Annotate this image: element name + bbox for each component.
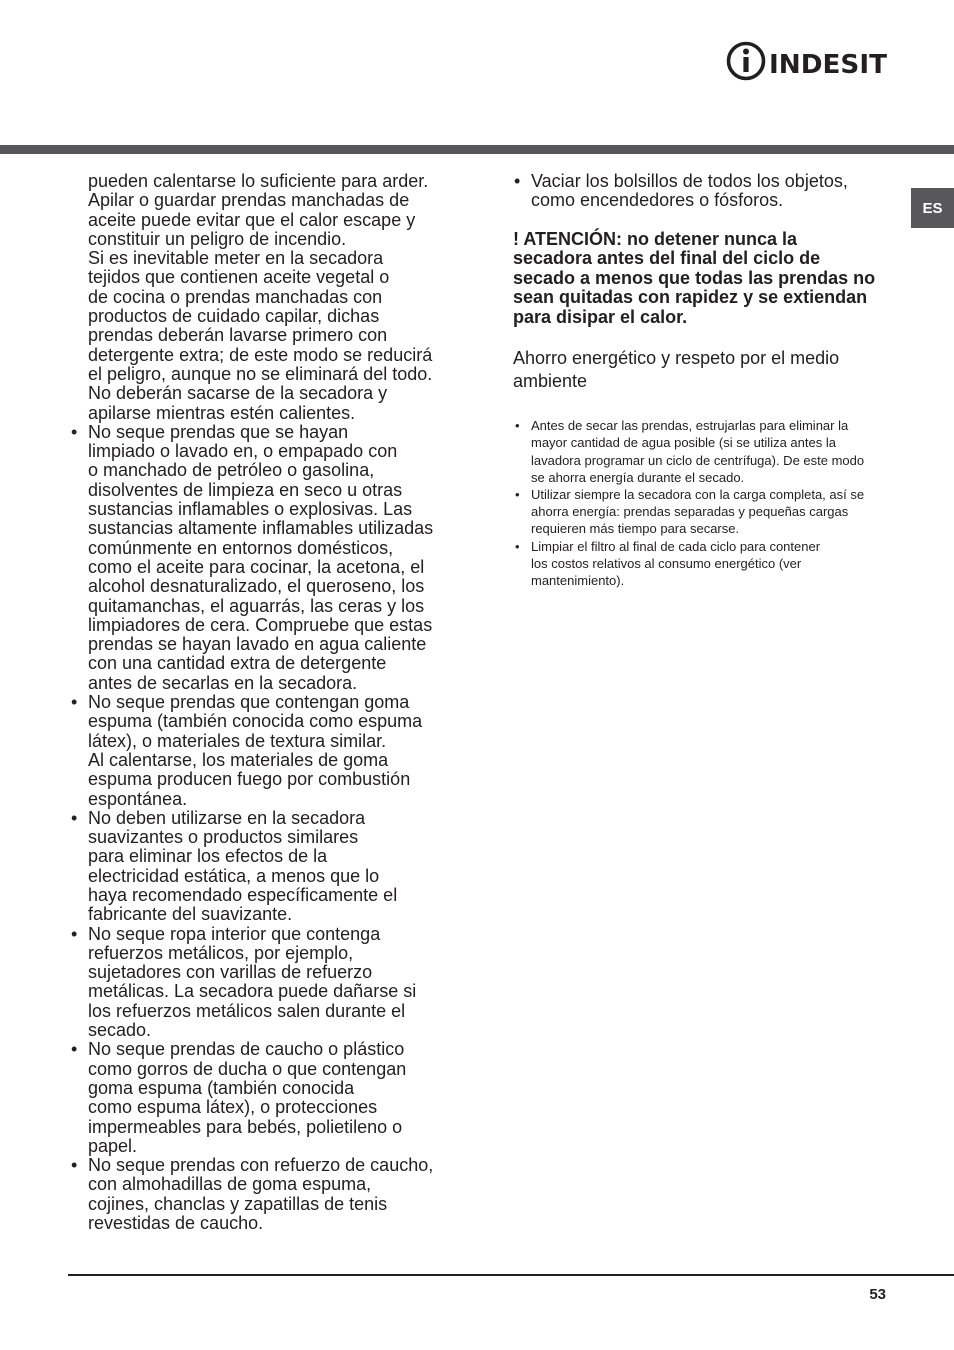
list-item: • No deben utilizarse en la secadora suavizantes o productos similares para eliminar los efectos de la electricidad estática, a menos que lo haya recomendado específicamente el fabricante del suavizante. xyxy=(70,809,454,925)
intro-paragraph: pueden calentarse lo suficiente para arder. Apilar o guardar prendas manchadas de aceite puede evitar que el calor escape y constituir un peligro de incendio. Si es inevitable meter en la secadora tejidos que contienen aceite vegetal o de cocina o prendas manchadas con productos de cuidado capilar, dichas prendas deberán lavarse primero con detergente extra; de este modo se reducirá el peligro, aunque no se eliminará del todo. No deberán sacarse de la secadora y apilarse mientras estén calientes. xyxy=(88,171,433,423)
list-item: • Utilizar siempre la secadora con la carga completa, así se ahorra energía: prendas separadas y pequeñas cargas requieren más tiempo para secarse. xyxy=(513,486,898,538)
warning-notice: ! ATENCIÓN: no detener nunca la secadora antes del final del ciclo de secado a menos que todas las prendas no sean quitadas con rapidez y se extiendan para disipar el calor. xyxy=(513,228,876,327)
list-item: • No seque prendas que se hayan limpiado o lavado en, o empapado con o manchado de petróleo o gasolina, disolventes de limpieza en seco u otras sustancias inflamables o explosivas. Las sustancias altamente inflamables utilizadas comúnmente en entornos domésticos, como el aceite para cocinar, la acetona, el alcohol desnaturalizado, el queroseno, los quitamanchas, el aguarrás, las ceras y los limpiadores de cera. Compruebe que estas prendas se hayan lavado en agua caliente con una cantidad extra de detergente antes de secarlas en la secadora. xyxy=(70,423,454,693)
safety-bullet-list xyxy=(70,423,454,1233)
left-column xyxy=(70,172,454,1233)
list-item: • No seque prendas con refuerzo de caucho, con almohadillas de goma espuma, cojines, chanclas y zapatillas de tenis revestidas de caucho. xyxy=(70,1156,454,1233)
page-number: 53 xyxy=(869,1286,886,1303)
list-item: • No seque ropa interior que contenga refuerzos metálicos, por ejemplo, sujetadores con varillas de refuerzo metálicas. La secadora puede dañarse si los refuerzos metálicos salen durante el secado. xyxy=(70,925,454,1041)
footer-divider xyxy=(68,1274,954,1276)
pockets-bullet-list xyxy=(513,172,898,211)
list-item: • No seque prendas que contengan goma espuma (también conocida como espuma látex), o materiales de textura similar. Al calentarse, los materiales de goma espuma producen fuego por combustión espontánea. xyxy=(70,693,454,809)
list-item: • Limpiar el filtro al final de cada ciclo para contener los costos relativos al consumo energético (ver mantenimiento). xyxy=(513,538,898,590)
brand-wordmark: INDESIT xyxy=(769,50,888,80)
right-column xyxy=(513,172,898,589)
indesit-logo xyxy=(726,40,888,82)
header-divider-bar xyxy=(0,145,954,154)
language-tab: ES xyxy=(911,188,954,228)
list-item: • Vaciar los bolsillos de todos los objetos, como encendedores o fósforos. xyxy=(513,172,898,211)
section-title: Ahorro energético y respeto por el medio ambiente xyxy=(513,348,840,392)
list-item: • No seque prendas de caucho o plástico como gorros de ducha o que contengan goma espuma (también conocida como espuma látex), o protecciones impermeables para bebés, polietileno o papel. xyxy=(70,1040,454,1156)
list-item: • Antes de secar las prendas, estrujarlas para eliminar la mayor cantidad de agua posible (si se utiliza antes la lavadora programar un ciclo de centrífuga). De este modo se ahorra energía durante el secado. xyxy=(513,417,898,486)
energy-saving-list xyxy=(513,417,898,589)
